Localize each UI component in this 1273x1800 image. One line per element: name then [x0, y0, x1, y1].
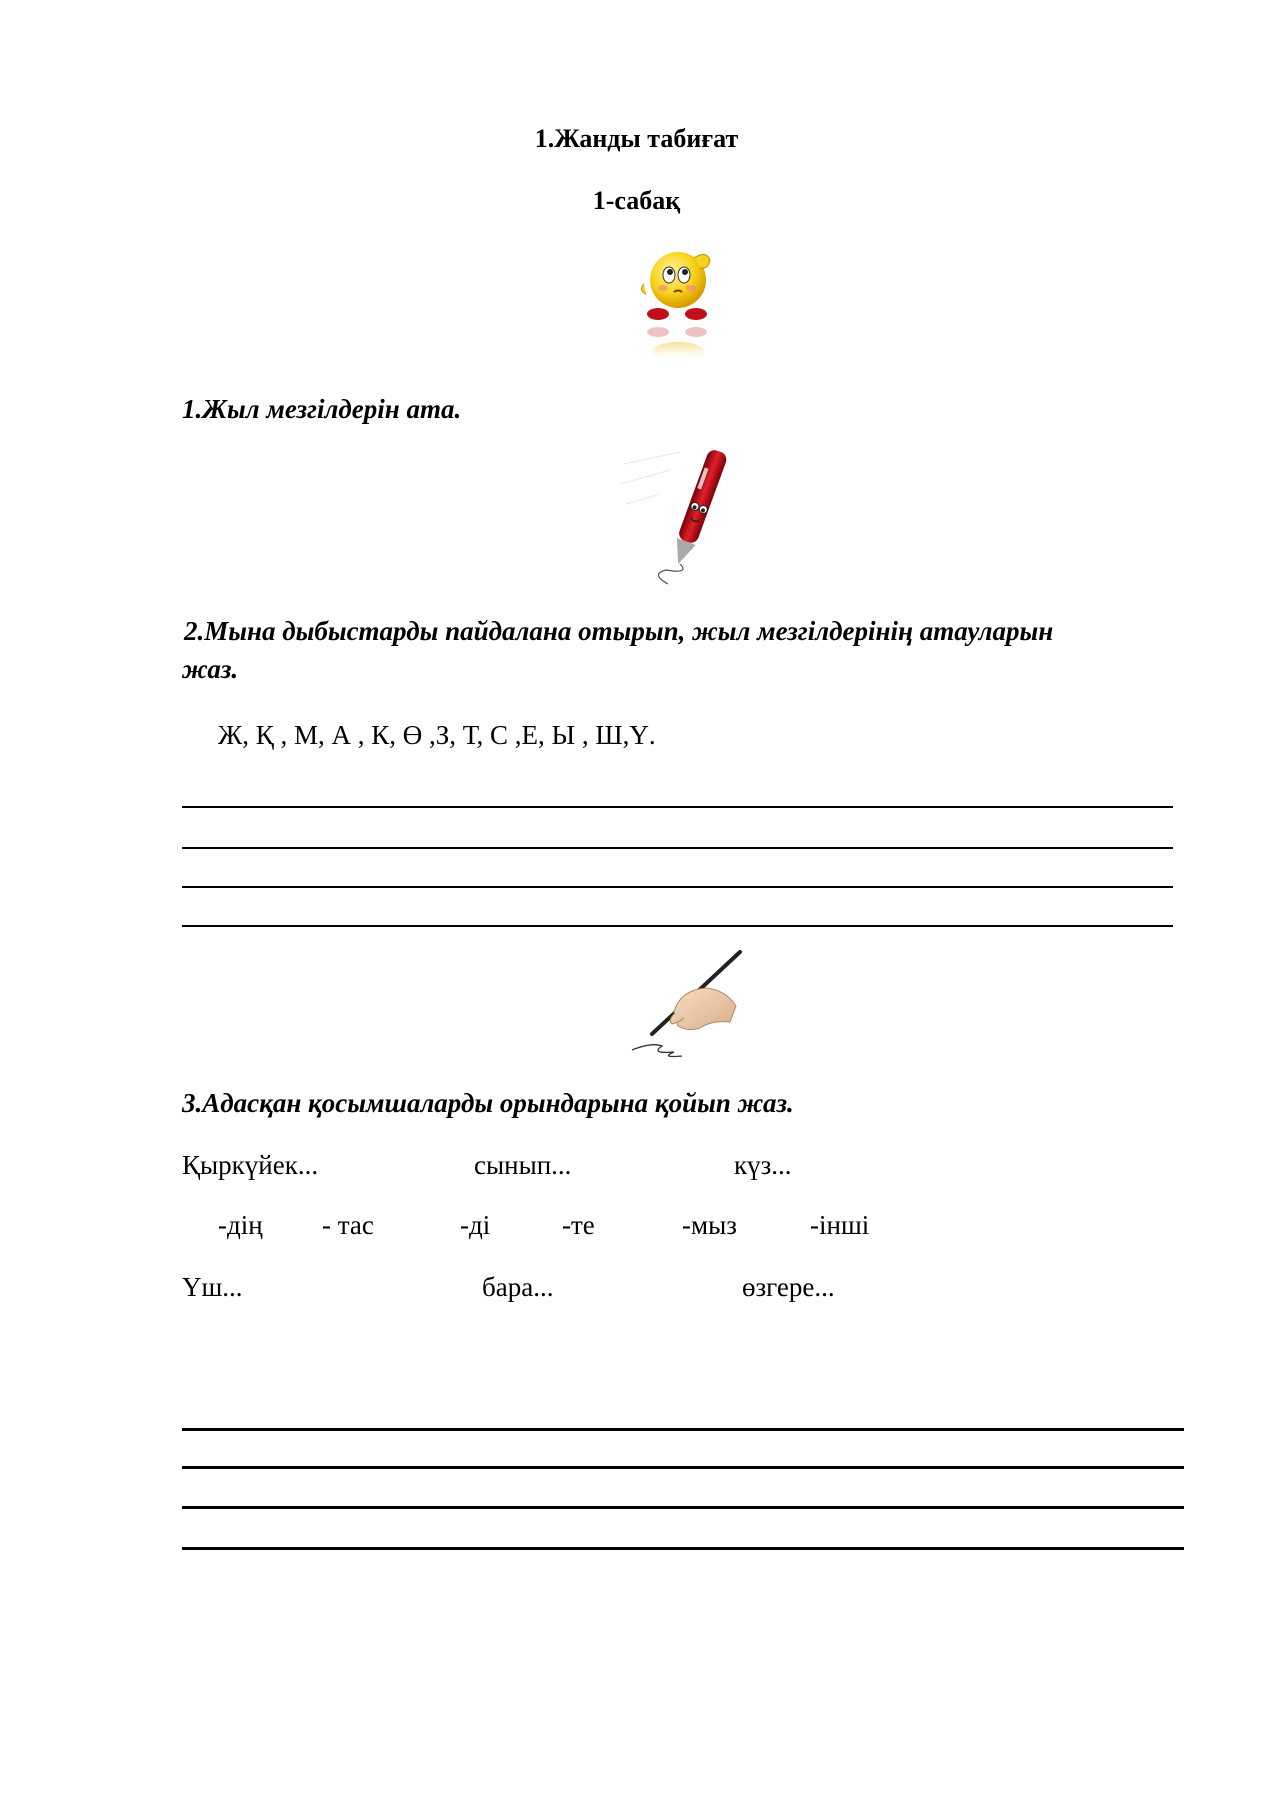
word-stem-6: өзгере...	[742, 1272, 835, 1302]
answer-line[interactable]	[182, 847, 1173, 849]
word-stem-3: күз...	[734, 1150, 792, 1180]
word-stem-2: сынып...	[474, 1150, 572, 1180]
answer-line[interactable]	[182, 1506, 1184, 1509]
lesson-number: 1-сабақ	[592, 186, 681, 215]
writing-hand-icon	[622, 950, 744, 1062]
answer-line[interactable]	[182, 886, 1173, 888]
answer-line[interactable]	[182, 1466, 1184, 1469]
task2-heading-line1: 2.Мына дыбыстарды пайдалана отырып, жыл мезгілдерінің атауларын	[184, 616, 1054, 646]
suffix-3: -ді	[460, 1210, 491, 1240]
suffix-1: -дің	[218, 1210, 263, 1240]
suffix-6: -інші	[810, 1210, 870, 1240]
word-stem-5: бара...	[482, 1272, 554, 1302]
suffix-4: -те	[562, 1210, 595, 1240]
answer-line[interactable]	[182, 1428, 1184, 1431]
suffix-2: - тас	[322, 1210, 374, 1240]
page-title: 1.Жанды табиғат	[534, 124, 739, 153]
task1-heading: 1.Жыл мезгілдерін ата.	[182, 394, 462, 424]
red-pen-icon	[620, 444, 748, 588]
word-stem-1: Қыркүйек...	[182, 1150, 319, 1180]
task2-letters: Ж, Қ , М, А , К, Ө ,З, Т, С ,Е, Ы , Ш,Ү.	[218, 720, 656, 750]
thinking-smiley-icon	[636, 248, 726, 364]
answer-line[interactable]	[182, 1547, 1184, 1550]
task2-heading-line2: жаз.	[182, 654, 239, 684]
suffix-5: -мыз	[682, 1210, 737, 1240]
task3-heading: 3.Адасқан қосымшаларды орындарына қойып жаз.	[182, 1088, 794, 1118]
word-stem-4: Үш...	[182, 1272, 243, 1302]
answer-line[interactable]	[182, 806, 1173, 808]
answer-line[interactable]	[182, 925, 1173, 927]
